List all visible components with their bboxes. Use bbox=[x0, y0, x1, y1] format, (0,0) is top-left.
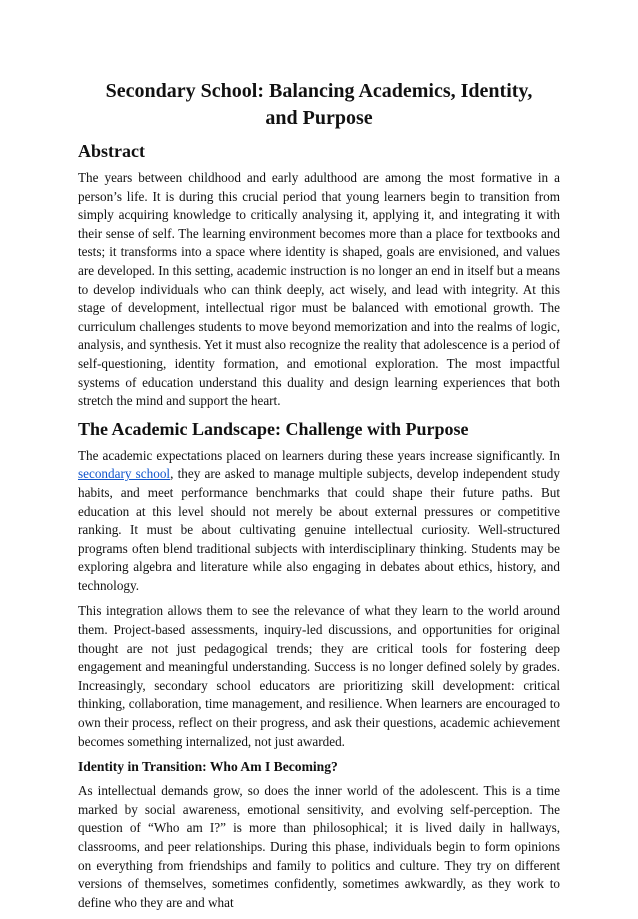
abstract-heading: Abstract bbox=[78, 141, 145, 161]
academic-p1-text-before: The academic expectations placed on learners during these years increase significantly. In bbox=[78, 447, 560, 463]
document-title: Secondary School: Balancing Academics, Identity, and Purpose bbox=[105, 80, 533, 129]
academic-paragraph-2: This integration allows them to see the relevance of what they learn to the world around them. Project-based assessments, inquiry-led discussions, and opportunities for original thought are not just pedagogical trends; they are critical tools for fostering deep engagement and meaningful understanding. Success is no longer defined solely by grades. Increasingly, secondary school educators are prioritizing skill development: critical thinking, collaboration, time management, and resilience. When learners are encouraged to own their process, reflect on their progress, and ask their questions, academic achievement becomes something internalized, not just awarded. bbox=[78, 603, 560, 749]
abstract-paragraph: The years between childhood and early adulthood are among the most formative in a person’s life. It is during this crucial period that young learners begin to transition from simply acquiring knowledge to critically analysing it, applying it, and integrating it with their sense of self. The learning environment becomes more than a place for textbooks and tests; it transforms into a space where identity is shaped, goals are envisioned, and values are developed. In this setting, academic instruction is no longer an end in itself but a means to develop individuals who can think deeply, act wisely, and lead with integrity. At this stage of development, intellectual rigor must be balanced with emotional growth. The curriculum challenges students to move beyond memorization and into the realms of logic, analysis, and synthesis. Yet it must also recognize the reality that adolescence is a period of self-questioning, identity formation, and emotional exploration. The most impactful systems of education understand this duality and design learning experiences that both stretch the mind and support the heart. bbox=[78, 170, 560, 409]
academic-landscape-heading: The Academic Landscape: Challenge with Purpose bbox=[78, 418, 469, 439]
document-page bbox=[78, 78, 560, 919]
identity-heading: Identity in Transition: Who Am I Becoming? bbox=[78, 759, 338, 775]
academic-p1-text-after: , they are asked to manage multiple subjects, develop independent study habits, and meet performance benchmarks that could shape their future paths. But education at this level should not merely be about external pressures or competitive ranking. It must be about cultivating genuine intellectual curiosity. Well-structured programs often blend traditional subjects with interdisciplinary thinking. Students may be exploring algebra and literature while also engaging in debates about ethics, history, and technology. bbox=[78, 466, 560, 593]
secondary-school-link[interactable]: secondary school bbox=[78, 466, 171, 482]
academic-paragraph-1 bbox=[78, 447, 560, 596]
identity-paragraph-1: As intellectual demands grow, so does the inner world of the adolescent. This is a time marked by social awareness, emotional sensitivity, and evolving self-perception. The question of “Who am I?” is more than philosophical; it is lived daily in hallways, classrooms, and peer relationships. During this phase, individuals begin to form opinions on everything from friendships and family to politics and culture. They try on different versions of themselves, sometimes confidently, sometimes awkwardly, as they work to define who they are and what bbox=[78, 783, 560, 910]
